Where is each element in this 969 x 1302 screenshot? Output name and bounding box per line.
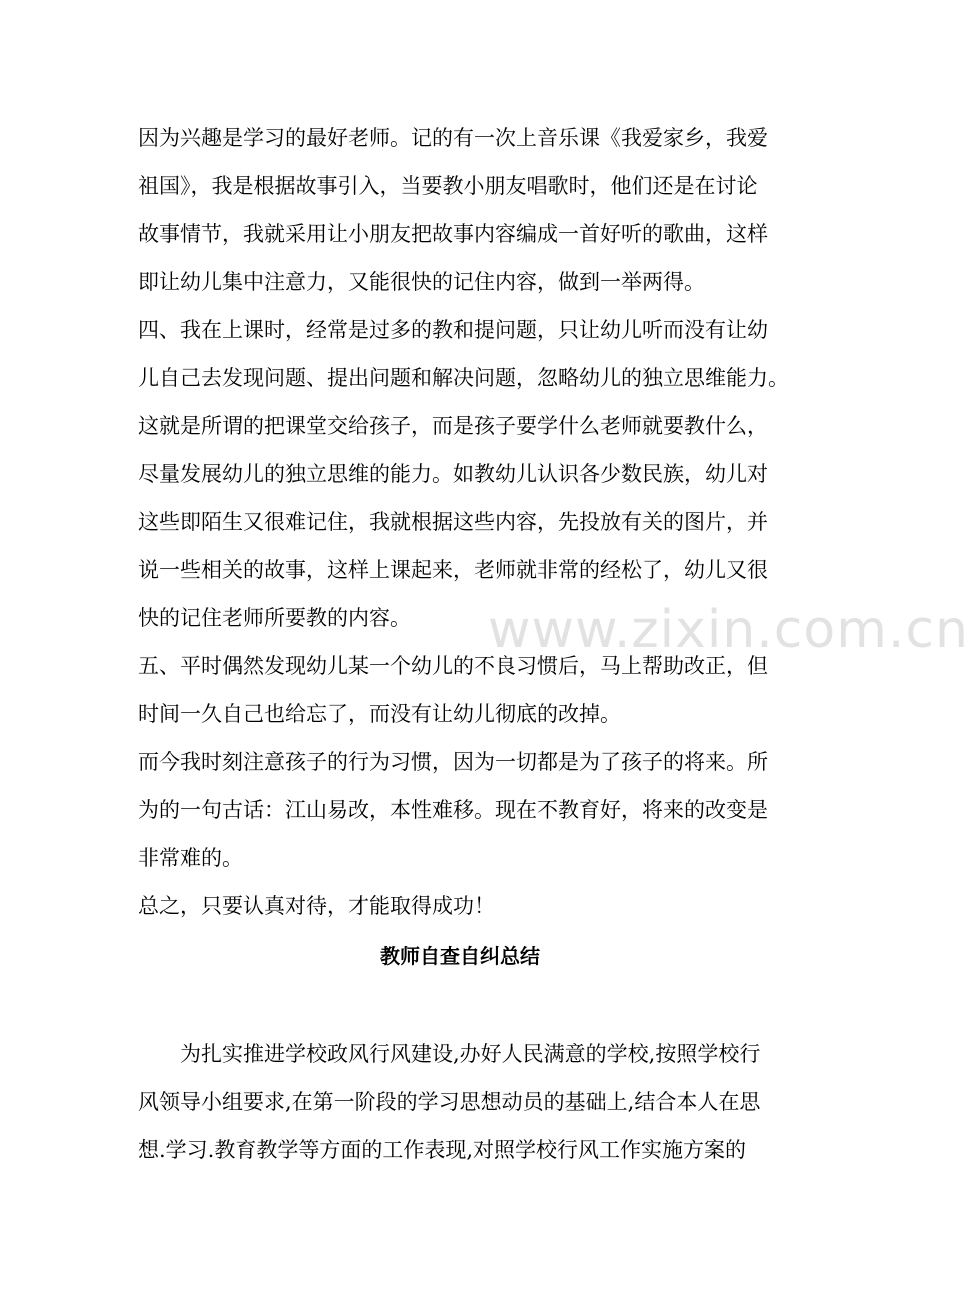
text-line: 为扎实推进学校政风行风建设,办好人民满意的学校,按照学校行 [138, 1042, 761, 1066]
watermark: www.zixin.com.cn [488, 600, 969, 660]
text-line: 祖国》，我是根据故事引入，当要教小朋友唱歌时，他们还是在讨论 [138, 174, 758, 198]
text-line: 想.学习.教育教学等方面的工作表现,对照学校行风工作实施方案的 [138, 1138, 747, 1162]
text-line: 儿自己去发现问题、提出问题和解决问题，忽略幼儿的独立思维能力。 [138, 366, 789, 390]
text-line: 非常难的。 [138, 846, 243, 870]
text-line: 说一些相关的故事，这样上课起来，老师就非常的经松了，幼儿又很 [138, 558, 768, 582]
text-line: 快的记住老师所要教的内容。 [138, 606, 411, 630]
text-line: 尽量发展幼儿的独立思维的能力。如教幼儿认识各少数民族，幼儿对 [138, 462, 768, 486]
text-line: 这些即陌生又很难记住，我就根据这些内容，先投放有关的图片，并 [138, 510, 768, 534]
text-line: 为的一句古话：江山易改，本性难移。现在不教育好，将来的改变是 [138, 798, 768, 822]
text-line: 故事情节，我就采用让小朋友把故事内容编成一首好听的歌曲，这样 [138, 222, 768, 246]
text-line: 风领导小组要求,在第一阶段的学习思想动员的基础上,结合本人在思 [138, 1090, 761, 1114]
text-line: 五、平时偶然发现幼儿某一个幼儿的不良习惯后，马上帮助改正，但 [138, 654, 768, 678]
text-line: 时间一久自己也给忘了，而没有让幼儿彻底的改掉。 [138, 702, 621, 726]
section-title: 教师自查自纠总结 [380, 944, 540, 968]
text-line: 这就是所谓的把课堂交给孩子，而是孩子要学什么老师就要教什么， [138, 414, 768, 438]
text-line: 总之，只要认真对待，才能取得成功！ [138, 894, 495, 918]
text-line: 因为兴趣是学习的最好老师。记的有一次上音乐课《我爱家乡，我爱 [138, 126, 768, 150]
text-line: 即让幼儿集中注意力，又能很快的记住内容，做到一举两得。 [138, 270, 705, 294]
text-line: 而今我时刻注意孩子的行为习惯，因为一切都是为了孩子的将来。所 [138, 750, 768, 774]
text-line: 四、我在上课时，经常是过多的教和提问题，只让幼儿听而没有让幼 [138, 318, 768, 342]
